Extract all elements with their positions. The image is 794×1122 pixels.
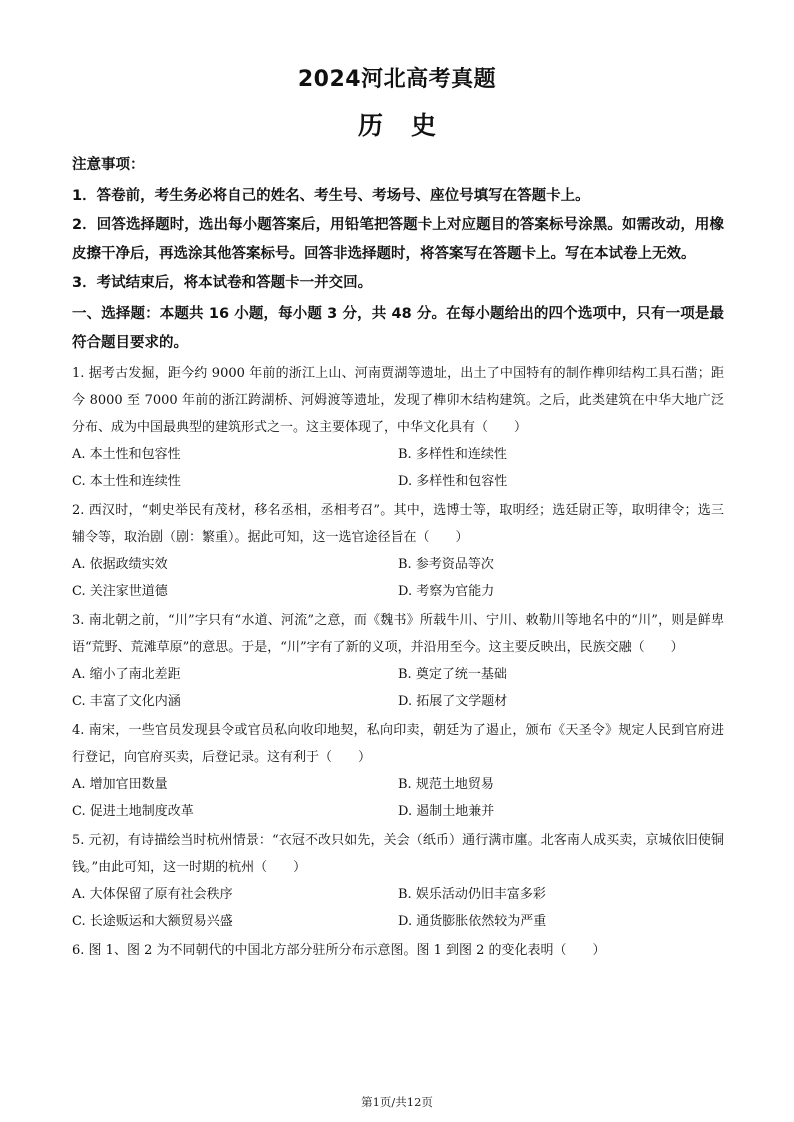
question-5 — [72, 827, 724, 935]
subject-title: 历史 — [357, 111, 464, 140]
section-heading: 一、选择题：本题共 16 小题，每小题 3 分，共 48 分。在每小题给出的四个选项中，只有一项是最符合题目要求的。 — [72, 306, 724, 351]
option-d: D. 通货膨胀依然较为严重 — [398, 914, 547, 929]
notice-item-3: 3．考试结束后，将本试卷和答题卡一并交回。 — [72, 275, 373, 291]
question-stem: 5. 元初，有诗描绘当时杭州情景：“衣冠不改只如先，关会（纸币）通行满市廛。北客南人成买卖，京城依旧使铜钱。”由此可知，这一时期的杭州（ ） — [72, 833, 724, 875]
option-b: B. 参考资品等次 — [398, 557, 494, 572]
option-a: A. 缩小了南北差距 — [72, 667, 181, 682]
option-a: A. 本土性和包容性 — [72, 447, 181, 462]
page-title: 2024河北高考真题 — [297, 67, 497, 92]
question-stem: 2. 西汉时，“刺史举民有茂材，移名丞相，丞相考召”。其中，选博士等，取明经；选廷尉正等，取明律令；选三辅令等，取治剧（剧：繁重）。据此可知，这一选官途径旨在（ ） — [72, 503, 724, 545]
question-2 — [72, 497, 724, 605]
question-options — [72, 551, 724, 605]
question-4 — [72, 717, 724, 825]
option-c: C. 丰富了文化内涵 — [72, 694, 181, 709]
question-stem: 4. 南宋，一些官员发现县令或官员私向收印地契，私向印卖，朝廷为了遏止，颁布《天圣令》规定人民到官府进行登记，向官府买卖，后登记录。这有利于（ ） — [72, 723, 724, 765]
question-options — [72, 661, 724, 715]
option-c: C. 关注家世道德 — [72, 584, 168, 599]
question-stem: 1. 据考古发掘，距今约 9000 年前的浙江上山、河南贾湖等遗址，出土了中国特有的制作榫卯结构工具石凿；距今 8000 至 7000 年前的浙江跨湖桥、河姆渡等遗址，发现了榫卯木结构建筑。之后，此类建筑在中华大地广泛分布、成为中国最典型的建筑形式之一。这主要体现了，中华文化具有（ ） — [72, 366, 724, 435]
option-b: B. 规范土地贸易 — [398, 777, 494, 792]
notice-item-1: 1．答卷前，考生务必将自己的姓名、考生号、考场号、座位号填写在答题卡上。 — [72, 188, 590, 204]
option-c: C. 促进土地制度改革 — [72, 804, 194, 819]
question-1 — [72, 360, 724, 495]
question-options — [72, 771, 724, 825]
option-a: A. 增加官田数量 — [72, 777, 168, 792]
option-c: C. 本土性和连续性 — [72, 474, 181, 489]
exam-content — [72, 152, 724, 964]
option-c: C. 长途贩运和大额贸易兴盛 — [72, 914, 233, 929]
page-footer: 第1页/共12页 — [361, 1095, 433, 1109]
question-options — [72, 441, 724, 495]
option-d: D. 多样性和包容性 — [398, 474, 508, 489]
question-stem: 3. 南北朝之前，“川”字只有“水道、河流”之意，而《魏书》所载牛川、宁川、敕勒川等地名中的“川”，则是鲜卑语“荒野、荒滩草原”的意思。于是，“川”字有了新的义项，并沿用至今。这主要反映出，民族交融（ ） — [72, 613, 724, 655]
option-b: B. 多样性和连续性 — [398, 447, 507, 462]
question-3 — [72, 607, 724, 715]
option-b: B. 奠定了统一基础 — [398, 667, 507, 682]
question-options — [72, 881, 724, 935]
option-d: D. 拓展了文学题材 — [398, 694, 508, 709]
option-d: D. 遏制土地兼并 — [398, 804, 495, 819]
notice-item-2: 2．回答选择题时，选出每小题答案后，用铅笔把答题卡上对应题目的答案标号涂黑。如需改动，用橡皮擦干净后，再选涂其他答案标号。回答非选择题时，将答案写在答题卡上。写在本试卷上无效。 — [72, 217, 724, 262]
question-6 — [72, 937, 724, 964]
option-d: D. 考察为官能力 — [398, 584, 495, 599]
notice-heading: 注意事项： — [72, 157, 145, 173]
option-a: A. 大体保留了原有社会秩序 — [72, 887, 233, 902]
question-stem: 6. 图 1、图 2 为不同朝代的中国北方部分驻所分布示意图。图 1 到图 2 的变化表明（ ） — [72, 943, 606, 958]
option-a: A. 依据政绩实效 — [72, 557, 168, 572]
option-b: B. 娱乐活动仍旧丰富多彩 — [398, 887, 546, 902]
